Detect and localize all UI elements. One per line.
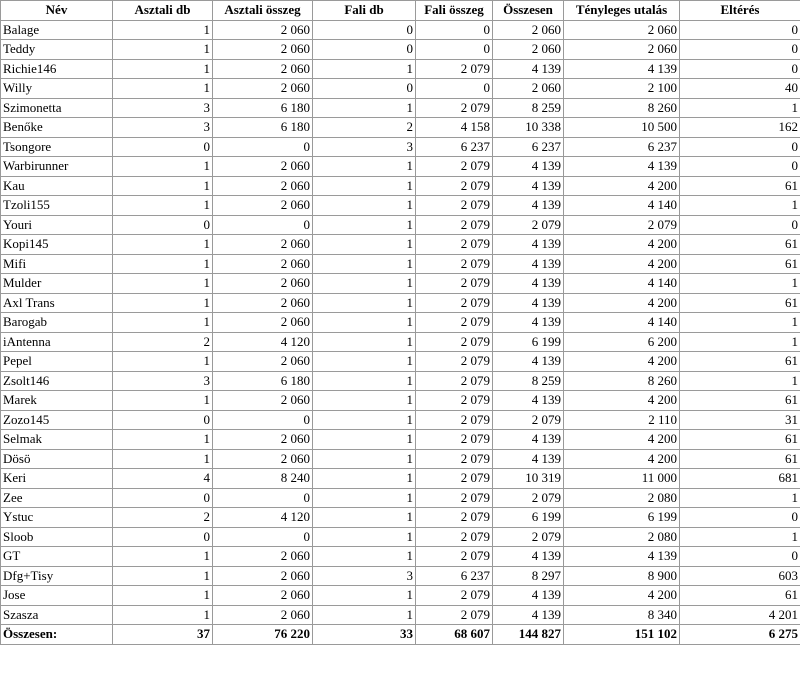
cell-desk-count[interactable]: 1 xyxy=(113,449,213,469)
cell-total[interactable]: 4 139 xyxy=(493,449,564,469)
cell-wall-sum[interactable]: 2 079 xyxy=(416,508,493,528)
cell-wall-count[interactable]: 1 xyxy=(313,605,416,625)
cell-desk-count[interactable]: 1 xyxy=(113,586,213,606)
totals-sum[interactable]: 144 827 xyxy=(493,625,564,645)
cell-total[interactable]: 10 319 xyxy=(493,469,564,489)
table-row xyxy=(1,235,800,255)
cell-difference[interactable]: 61 xyxy=(680,449,800,469)
cell-wall-sum[interactable]: 2 079 xyxy=(416,98,493,118)
table-row xyxy=(1,254,800,274)
cell-wall-sum[interactable]: 2 079 xyxy=(416,449,493,469)
cell-wall-count[interactable]: 1 xyxy=(313,59,416,79)
cell-desk-count[interactable]: 3 xyxy=(113,118,213,138)
cell-desk-count[interactable]: 1 xyxy=(113,391,213,411)
cell-difference[interactable]: 61 xyxy=(680,586,800,606)
cell-total[interactable]: 2 060 xyxy=(493,40,564,60)
table-row xyxy=(1,566,800,586)
cell-wall-sum[interactable]: 2 079 xyxy=(416,157,493,177)
cell-difference[interactable]: 61 xyxy=(680,391,800,411)
table-row xyxy=(1,488,800,508)
cell-actual-transfer[interactable]: 4 139 xyxy=(564,547,680,567)
cell-wall-count[interactable]: 1 xyxy=(313,293,416,313)
cell-difference[interactable]: 1 xyxy=(680,488,800,508)
cell-desk-sum[interactable]: 4 120 xyxy=(213,508,313,528)
cell-difference[interactable]: 61 xyxy=(680,235,800,255)
table-row xyxy=(1,586,800,606)
cell-actual-transfer[interactable]: 4 139 xyxy=(564,157,680,177)
cell-actual-transfer[interactable]: 4 200 xyxy=(564,293,680,313)
cell-wall-sum[interactable]: 2 079 xyxy=(416,254,493,274)
cell-desk-sum[interactable]: 2 060 xyxy=(213,176,313,196)
cell-wall-count[interactable]: 1 xyxy=(313,352,416,372)
cell-name[interactable]: Jose xyxy=(1,586,113,606)
cell-difference[interactable]: 1 xyxy=(680,332,800,352)
cell-wall-count[interactable]: 1 xyxy=(313,313,416,333)
table-row xyxy=(1,40,800,60)
cell-name[interactable]: Kopi145 xyxy=(1,235,113,255)
cell-name[interactable]: Richie146 xyxy=(1,59,113,79)
cell-name[interactable]: Dfg+Tisy xyxy=(1,566,113,586)
cell-actual-transfer[interactable]: 2 060 xyxy=(564,40,680,60)
cell-name[interactable]: Barogab xyxy=(1,313,113,333)
cell-name[interactable]: Keri xyxy=(1,469,113,489)
cell-desk-sum[interactable]: 2 060 xyxy=(213,586,313,606)
cell-desk-sum[interactable]: 2 060 xyxy=(213,59,313,79)
cell-total[interactable]: 4 139 xyxy=(493,605,564,625)
cell-actual-transfer[interactable]: 4 200 xyxy=(564,235,680,255)
cell-actual-transfer[interactable]: 8 260 xyxy=(564,98,680,118)
cell-total[interactable]: 4 139 xyxy=(493,430,564,450)
cell-actual-transfer[interactable]: 2 080 xyxy=(564,488,680,508)
cell-desk-count[interactable]: 4 xyxy=(113,469,213,489)
cell-wall-count[interactable]: 1 xyxy=(313,586,416,606)
cell-wall-sum[interactable]: 2 079 xyxy=(416,547,493,567)
cell-wall-sum[interactable]: 2 079 xyxy=(416,313,493,333)
table-row xyxy=(1,508,800,528)
cell-actual-transfer[interactable]: 6 200 xyxy=(564,332,680,352)
table-row xyxy=(1,137,800,157)
cell-actual-transfer[interactable]: 2 060 xyxy=(564,20,680,40)
table-row xyxy=(1,449,800,469)
cell-name[interactable]: Tzoli155 xyxy=(1,196,113,216)
cell-actual-transfer[interactable]: 4 200 xyxy=(564,391,680,411)
cell-desk-sum[interactable]: 2 060 xyxy=(213,235,313,255)
totals-difference[interactable]: 6 275 xyxy=(680,625,800,645)
cell-wall-count[interactable]: 1 xyxy=(313,508,416,528)
cell-name[interactable]: Szimonetta xyxy=(1,98,113,118)
cell-difference[interactable]: 1 xyxy=(680,527,800,547)
cell-actual-transfer[interactable]: 4 140 xyxy=(564,313,680,333)
table-row xyxy=(1,352,800,372)
cell-desk-count[interactable]: 3 xyxy=(113,98,213,118)
cell-name[interactable]: Sloob xyxy=(1,527,113,547)
cell-actual-transfer[interactable]: 2 079 xyxy=(564,215,680,235)
cell-desk-sum[interactable]: 2 060 xyxy=(213,605,313,625)
cell-total[interactable]: 4 139 xyxy=(493,254,564,274)
cell-name[interactable]: Willy xyxy=(1,79,113,99)
cell-desk-sum[interactable]: 0 xyxy=(213,215,313,235)
cell-total[interactable]: 4 139 xyxy=(493,235,564,255)
cell-total[interactable]: 8 259 xyxy=(493,98,564,118)
cell-name[interactable]: Pepel xyxy=(1,352,113,372)
cell-wall-sum[interactable]: 2 079 xyxy=(416,488,493,508)
cell-difference[interactable]: 162 xyxy=(680,118,800,138)
cell-wall-count[interactable]: 1 xyxy=(313,430,416,450)
cell-desk-count[interactable]: 1 xyxy=(113,547,213,567)
cell-desk-count[interactable]: 2 xyxy=(113,508,213,528)
cell-difference[interactable]: 61 xyxy=(680,352,800,372)
cell-total[interactable]: 8 259 xyxy=(493,371,564,391)
cell-wall-count[interactable]: 0 xyxy=(313,79,416,99)
cell-wall-count[interactable]: 1 xyxy=(313,371,416,391)
cell-desk-sum[interactable]: 2 060 xyxy=(213,313,313,333)
cell-name[interactable]: Szasza xyxy=(1,605,113,625)
cell-desk-count[interactable]: 0 xyxy=(113,410,213,430)
header-wall-count[interactable]: Fali db xyxy=(313,1,416,21)
cell-total[interactable]: 4 139 xyxy=(493,313,564,333)
cell-name[interactable]: Teddy xyxy=(1,40,113,60)
table-row xyxy=(1,176,800,196)
cell-difference[interactable]: 1 xyxy=(680,196,800,216)
cell-name[interactable]: GT xyxy=(1,547,113,567)
totals-desk-sum[interactable]: 76 220 xyxy=(213,625,313,645)
totals-desk-count[interactable]: 37 xyxy=(113,625,213,645)
totals-wall-sum[interactable]: 68 607 xyxy=(416,625,493,645)
cell-difference[interactable]: 31 xyxy=(680,410,800,430)
cell-total[interactable]: 2 079 xyxy=(493,215,564,235)
cell-desk-count[interactable]: 0 xyxy=(113,137,213,157)
table-row xyxy=(1,215,800,235)
table-row xyxy=(1,118,800,138)
cell-wall-sum[interactable]: 6 237 xyxy=(416,566,493,586)
cell-difference[interactable]: 1 xyxy=(680,274,800,294)
cell-wall-count[interactable]: 1 xyxy=(313,469,416,489)
cell-desk-sum[interactable]: 0 xyxy=(213,527,313,547)
header-desk-sum[interactable]: Asztali összeg xyxy=(213,1,313,21)
cell-total[interactable]: 4 139 xyxy=(493,586,564,606)
cell-desk-sum[interactable]: 2 060 xyxy=(213,79,313,99)
table-row xyxy=(1,313,800,333)
cell-desk-sum[interactable]: 4 120 xyxy=(213,332,313,352)
cell-difference[interactable]: 0 xyxy=(680,157,800,177)
cell-actual-transfer[interactable]: 8 900 xyxy=(564,566,680,586)
cell-wall-sum[interactable]: 2 079 xyxy=(416,196,493,216)
cell-desk-count[interactable]: 1 xyxy=(113,430,213,450)
cell-wall-count[interactable]: 1 xyxy=(313,98,416,118)
cell-desk-sum[interactable]: 6 180 xyxy=(213,371,313,391)
cell-name[interactable]: Zozo145 xyxy=(1,410,113,430)
cell-wall-count[interactable]: 1 xyxy=(313,488,416,508)
cell-difference[interactable]: 0 xyxy=(680,215,800,235)
cell-difference[interactable]: 681 xyxy=(680,469,800,489)
cell-total[interactable]: 4 139 xyxy=(493,391,564,411)
cell-desk-sum[interactable]: 2 060 xyxy=(213,20,313,40)
cell-wall-count[interactable]: 1 xyxy=(313,215,416,235)
cell-difference[interactable]: 603 xyxy=(680,566,800,586)
cell-wall-count[interactable]: 3 xyxy=(313,137,416,157)
cell-desk-sum[interactable]: 2 060 xyxy=(213,566,313,586)
cell-name[interactable]: Zee xyxy=(1,488,113,508)
cell-total[interactable]: 6 199 xyxy=(493,332,564,352)
cell-wall-sum[interactable]: 2 079 xyxy=(416,274,493,294)
cell-total[interactable]: 2 079 xyxy=(493,410,564,430)
cell-name[interactable]: Warbirunner xyxy=(1,157,113,177)
cell-wall-count[interactable]: 1 xyxy=(313,235,416,255)
table-row xyxy=(1,59,800,79)
cell-total[interactable]: 2 079 xyxy=(493,488,564,508)
cell-name[interactable]: Dösö xyxy=(1,449,113,469)
cell-wall-count[interactable]: 0 xyxy=(313,40,416,60)
cell-desk-count[interactable]: 0 xyxy=(113,527,213,547)
table-row xyxy=(1,98,800,118)
cell-difference[interactable]: 61 xyxy=(680,176,800,196)
cell-desk-sum[interactable]: 2 060 xyxy=(213,391,313,411)
cell-name[interactable]: Mifi xyxy=(1,254,113,274)
cell-wall-sum[interactable]: 0 xyxy=(416,40,493,60)
cell-wall-sum[interactable]: 2 079 xyxy=(416,410,493,430)
cell-name[interactable]: Balage xyxy=(1,20,113,40)
cell-actual-transfer[interactable]: 4 139 xyxy=(564,59,680,79)
cell-desk-sum[interactable]: 2 060 xyxy=(213,254,313,274)
cell-wall-count[interactable]: 0 xyxy=(313,20,416,40)
cell-total[interactable]: 4 139 xyxy=(493,157,564,177)
table-row xyxy=(1,293,800,313)
cell-actual-transfer[interactable]: 2 110 xyxy=(564,410,680,430)
cell-total[interactable]: 6 199 xyxy=(493,508,564,528)
table-row xyxy=(1,79,800,99)
cell-desk-sum[interactable]: 2 060 xyxy=(213,196,313,216)
cell-name[interactable]: Selmak xyxy=(1,430,113,450)
cell-wall-count[interactable]: 2 xyxy=(313,118,416,138)
cell-desk-sum[interactable]: 0 xyxy=(213,137,313,157)
cell-difference[interactable]: 0 xyxy=(680,59,800,79)
table-row xyxy=(1,391,800,411)
cell-desk-count[interactable]: 1 xyxy=(113,313,213,333)
cell-actual-transfer[interactable]: 4 200 xyxy=(564,352,680,372)
cell-desk-count[interactable]: 3 xyxy=(113,371,213,391)
cell-total[interactable]: 2 079 xyxy=(493,527,564,547)
table-row xyxy=(1,527,800,547)
table-row xyxy=(1,605,800,625)
cell-wall-sum[interactable]: 2 079 xyxy=(416,469,493,489)
cell-desk-sum[interactable]: 6 180 xyxy=(213,98,313,118)
cell-name[interactable]: Tsongore xyxy=(1,137,113,157)
cell-wall-sum[interactable]: 2 079 xyxy=(416,527,493,547)
cell-total[interactable]: 4 139 xyxy=(493,196,564,216)
cell-desk-count[interactable]: 1 xyxy=(113,40,213,60)
cell-desk-sum[interactable]: 6 180 xyxy=(213,118,313,138)
table-row xyxy=(1,157,800,177)
cell-wall-count[interactable]: 1 xyxy=(313,196,416,216)
cell-actual-transfer[interactable]: 10 500 xyxy=(564,118,680,138)
cell-wall-count[interactable]: 1 xyxy=(313,332,416,352)
cell-wall-sum[interactable]: 2 079 xyxy=(416,215,493,235)
cell-desk-sum[interactable]: 2 060 xyxy=(213,157,313,177)
cell-desk-count[interactable]: 1 xyxy=(113,274,213,294)
cell-actual-transfer[interactable]: 8 340 xyxy=(564,605,680,625)
table-row xyxy=(1,547,800,567)
header-name[interactable]: Név xyxy=(1,1,113,21)
cell-name[interactable]: Kau xyxy=(1,176,113,196)
cell-difference[interactable]: 0 xyxy=(680,40,800,60)
cell-total[interactable]: 4 139 xyxy=(493,293,564,313)
cell-wall-count[interactable]: 1 xyxy=(313,157,416,177)
cell-total[interactable]: 4 139 xyxy=(493,176,564,196)
cell-name[interactable]: Mulder xyxy=(1,274,113,294)
cell-wall-sum[interactable]: 6 237 xyxy=(416,137,493,157)
cell-wall-count[interactable]: 1 xyxy=(313,391,416,411)
cell-wall-count[interactable]: 3 xyxy=(313,566,416,586)
cell-difference[interactable]: 1 xyxy=(680,98,800,118)
cell-desk-count[interactable]: 1 xyxy=(113,176,213,196)
cell-actual-transfer[interactable]: 6 237 xyxy=(564,137,680,157)
cell-total[interactable]: 8 297 xyxy=(493,566,564,586)
cell-difference[interactable]: 61 xyxy=(680,293,800,313)
table-row xyxy=(1,332,800,352)
cell-wall-count[interactable]: 1 xyxy=(313,527,416,547)
cell-desk-count[interactable]: 1 xyxy=(113,157,213,177)
cell-desk-sum[interactable]: 2 060 xyxy=(213,449,313,469)
cell-name[interactable]: Youri xyxy=(1,215,113,235)
cell-difference[interactable]: 61 xyxy=(680,254,800,274)
table-row xyxy=(1,371,800,391)
cell-desk-count[interactable]: 0 xyxy=(113,215,213,235)
cell-total[interactable]: 4 139 xyxy=(493,274,564,294)
cell-desk-count[interactable]: 1 xyxy=(113,20,213,40)
cell-wall-sum[interactable]: 2 079 xyxy=(416,371,493,391)
cell-desk-count[interactable]: 1 xyxy=(113,235,213,255)
header-row xyxy=(1,1,800,21)
cell-name[interactable]: Benőke xyxy=(1,118,113,138)
table-body xyxy=(1,20,800,625)
cell-wall-count[interactable]: 1 xyxy=(313,176,416,196)
table-row xyxy=(1,430,800,450)
cell-desk-sum[interactable]: 2 060 xyxy=(213,430,313,450)
cell-actual-transfer[interactable]: 4 140 xyxy=(564,196,680,216)
cell-desk-sum[interactable]: 2 060 xyxy=(213,293,313,313)
cell-desk-count[interactable]: 1 xyxy=(113,352,213,372)
cell-actual-transfer[interactable]: 2 100 xyxy=(564,79,680,99)
cell-actual-transfer[interactable]: 6 199 xyxy=(564,508,680,528)
cell-wall-count[interactable]: 1 xyxy=(313,274,416,294)
cell-actual-transfer[interactable]: 4 140 xyxy=(564,274,680,294)
cell-wall-sum[interactable]: 0 xyxy=(416,20,493,40)
cell-wall-sum[interactable]: 2 079 xyxy=(416,391,493,411)
cell-wall-count[interactable]: 1 xyxy=(313,449,416,469)
cell-desk-count[interactable]: 1 xyxy=(113,196,213,216)
header-difference[interactable]: Eltérés xyxy=(680,1,800,21)
cell-wall-sum[interactable]: 0 xyxy=(416,79,493,99)
cell-total[interactable]: 6 237 xyxy=(493,137,564,157)
cell-desk-count[interactable]: 1 xyxy=(113,566,213,586)
cell-wall-sum[interactable]: 2 079 xyxy=(416,332,493,352)
cell-desk-sum[interactable]: 2 060 xyxy=(213,547,313,567)
table-row xyxy=(1,469,800,489)
cell-desk-sum[interactable]: 2 060 xyxy=(213,274,313,294)
cell-desk-count[interactable]: 1 xyxy=(113,254,213,274)
totals-wall-count[interactable]: 33 xyxy=(313,625,416,645)
cell-total[interactable]: 2 060 xyxy=(493,20,564,40)
header-wall-sum[interactable]: Fali összeg xyxy=(416,1,493,21)
cell-wall-sum[interactable]: 2 079 xyxy=(416,293,493,313)
cell-desk-count[interactable]: 1 xyxy=(113,59,213,79)
table-row xyxy=(1,410,800,430)
totals-row xyxy=(1,625,800,645)
cell-name[interactable]: iAntenna xyxy=(1,332,113,352)
cell-wall-sum[interactable]: 2 079 xyxy=(416,59,493,79)
cell-desk-sum[interactable]: 2 060 xyxy=(213,40,313,60)
cell-actual-transfer[interactable]: 11 000 xyxy=(564,469,680,489)
cell-total[interactable]: 10 338 xyxy=(493,118,564,138)
cell-difference[interactable]: 1 xyxy=(680,371,800,391)
cell-difference[interactable]: 0 xyxy=(680,137,800,157)
header-desk-count[interactable]: Asztali db xyxy=(113,1,213,21)
cell-wall-count[interactable]: 1 xyxy=(313,410,416,430)
cell-difference[interactable]: 0 xyxy=(680,547,800,567)
cell-name[interactable]: Axl Trans xyxy=(1,293,113,313)
cell-desk-count[interactable]: 1 xyxy=(113,293,213,313)
cell-wall-sum[interactable]: 2 079 xyxy=(416,235,493,255)
cell-wall-sum[interactable]: 2 079 xyxy=(416,605,493,625)
totals-actual-transfer[interactable]: 151 102 xyxy=(564,625,680,645)
cell-desk-sum[interactable]: 8 240 xyxy=(213,469,313,489)
cell-actual-transfer[interactable]: 4 200 xyxy=(564,586,680,606)
cell-name[interactable]: Marek xyxy=(1,391,113,411)
cell-name[interactable]: Zsolt146 xyxy=(1,371,113,391)
cell-desk-sum[interactable]: 0 xyxy=(213,410,313,430)
cell-difference[interactable]: 0 xyxy=(680,508,800,528)
cell-actual-transfer[interactable]: 4 200 xyxy=(564,254,680,274)
cell-actual-transfer[interactable]: 4 200 xyxy=(564,430,680,450)
cell-actual-transfer[interactable]: 4 200 xyxy=(564,176,680,196)
cell-wall-sum[interactable]: 2 079 xyxy=(416,176,493,196)
cell-difference[interactable]: 4 201 xyxy=(680,605,800,625)
header-actual-transfer[interactable]: Tényleges utalás xyxy=(564,1,680,21)
cell-desk-count[interactable]: 1 xyxy=(113,605,213,625)
header-total[interactable]: Összesen xyxy=(493,1,564,21)
table-row xyxy=(1,20,800,40)
table-row xyxy=(1,274,800,294)
cell-difference[interactable]: 0 xyxy=(680,20,800,40)
cell-wall-sum[interactable]: 4 158 xyxy=(416,118,493,138)
cell-difference[interactable]: 1 xyxy=(680,313,800,333)
cell-total[interactable]: 2 060 xyxy=(493,79,564,99)
cell-wall-count[interactable]: 1 xyxy=(313,254,416,274)
cell-wall-sum[interactable]: 2 079 xyxy=(416,586,493,606)
cell-difference[interactable]: 40 xyxy=(680,79,800,99)
cell-actual-transfer[interactable]: 4 200 xyxy=(564,449,680,469)
cell-wall-sum[interactable]: 2 079 xyxy=(416,430,493,450)
cell-total[interactable]: 4 139 xyxy=(493,547,564,567)
cell-name[interactable]: Ystuc xyxy=(1,508,113,528)
cell-wall-count[interactable]: 1 xyxy=(313,547,416,567)
cell-desk-count[interactable]: 0 xyxy=(113,488,213,508)
cell-total[interactable]: 4 139 xyxy=(493,59,564,79)
cell-actual-transfer[interactable]: 8 260 xyxy=(564,371,680,391)
totals-label[interactable]: Összesen: xyxy=(1,625,113,645)
cell-desk-sum[interactable]: 2 060 xyxy=(213,352,313,372)
cell-total[interactable]: 4 139 xyxy=(493,352,564,372)
cell-wall-sum[interactable]: 2 079 xyxy=(416,352,493,372)
cell-desk-sum[interactable]: 0 xyxy=(213,488,313,508)
cell-desk-count[interactable]: 1 xyxy=(113,79,213,99)
cell-actual-transfer[interactable]: 2 080 xyxy=(564,527,680,547)
cell-desk-count[interactable]: 2 xyxy=(113,332,213,352)
cell-difference[interactable]: 61 xyxy=(680,430,800,450)
table-row xyxy=(1,196,800,216)
